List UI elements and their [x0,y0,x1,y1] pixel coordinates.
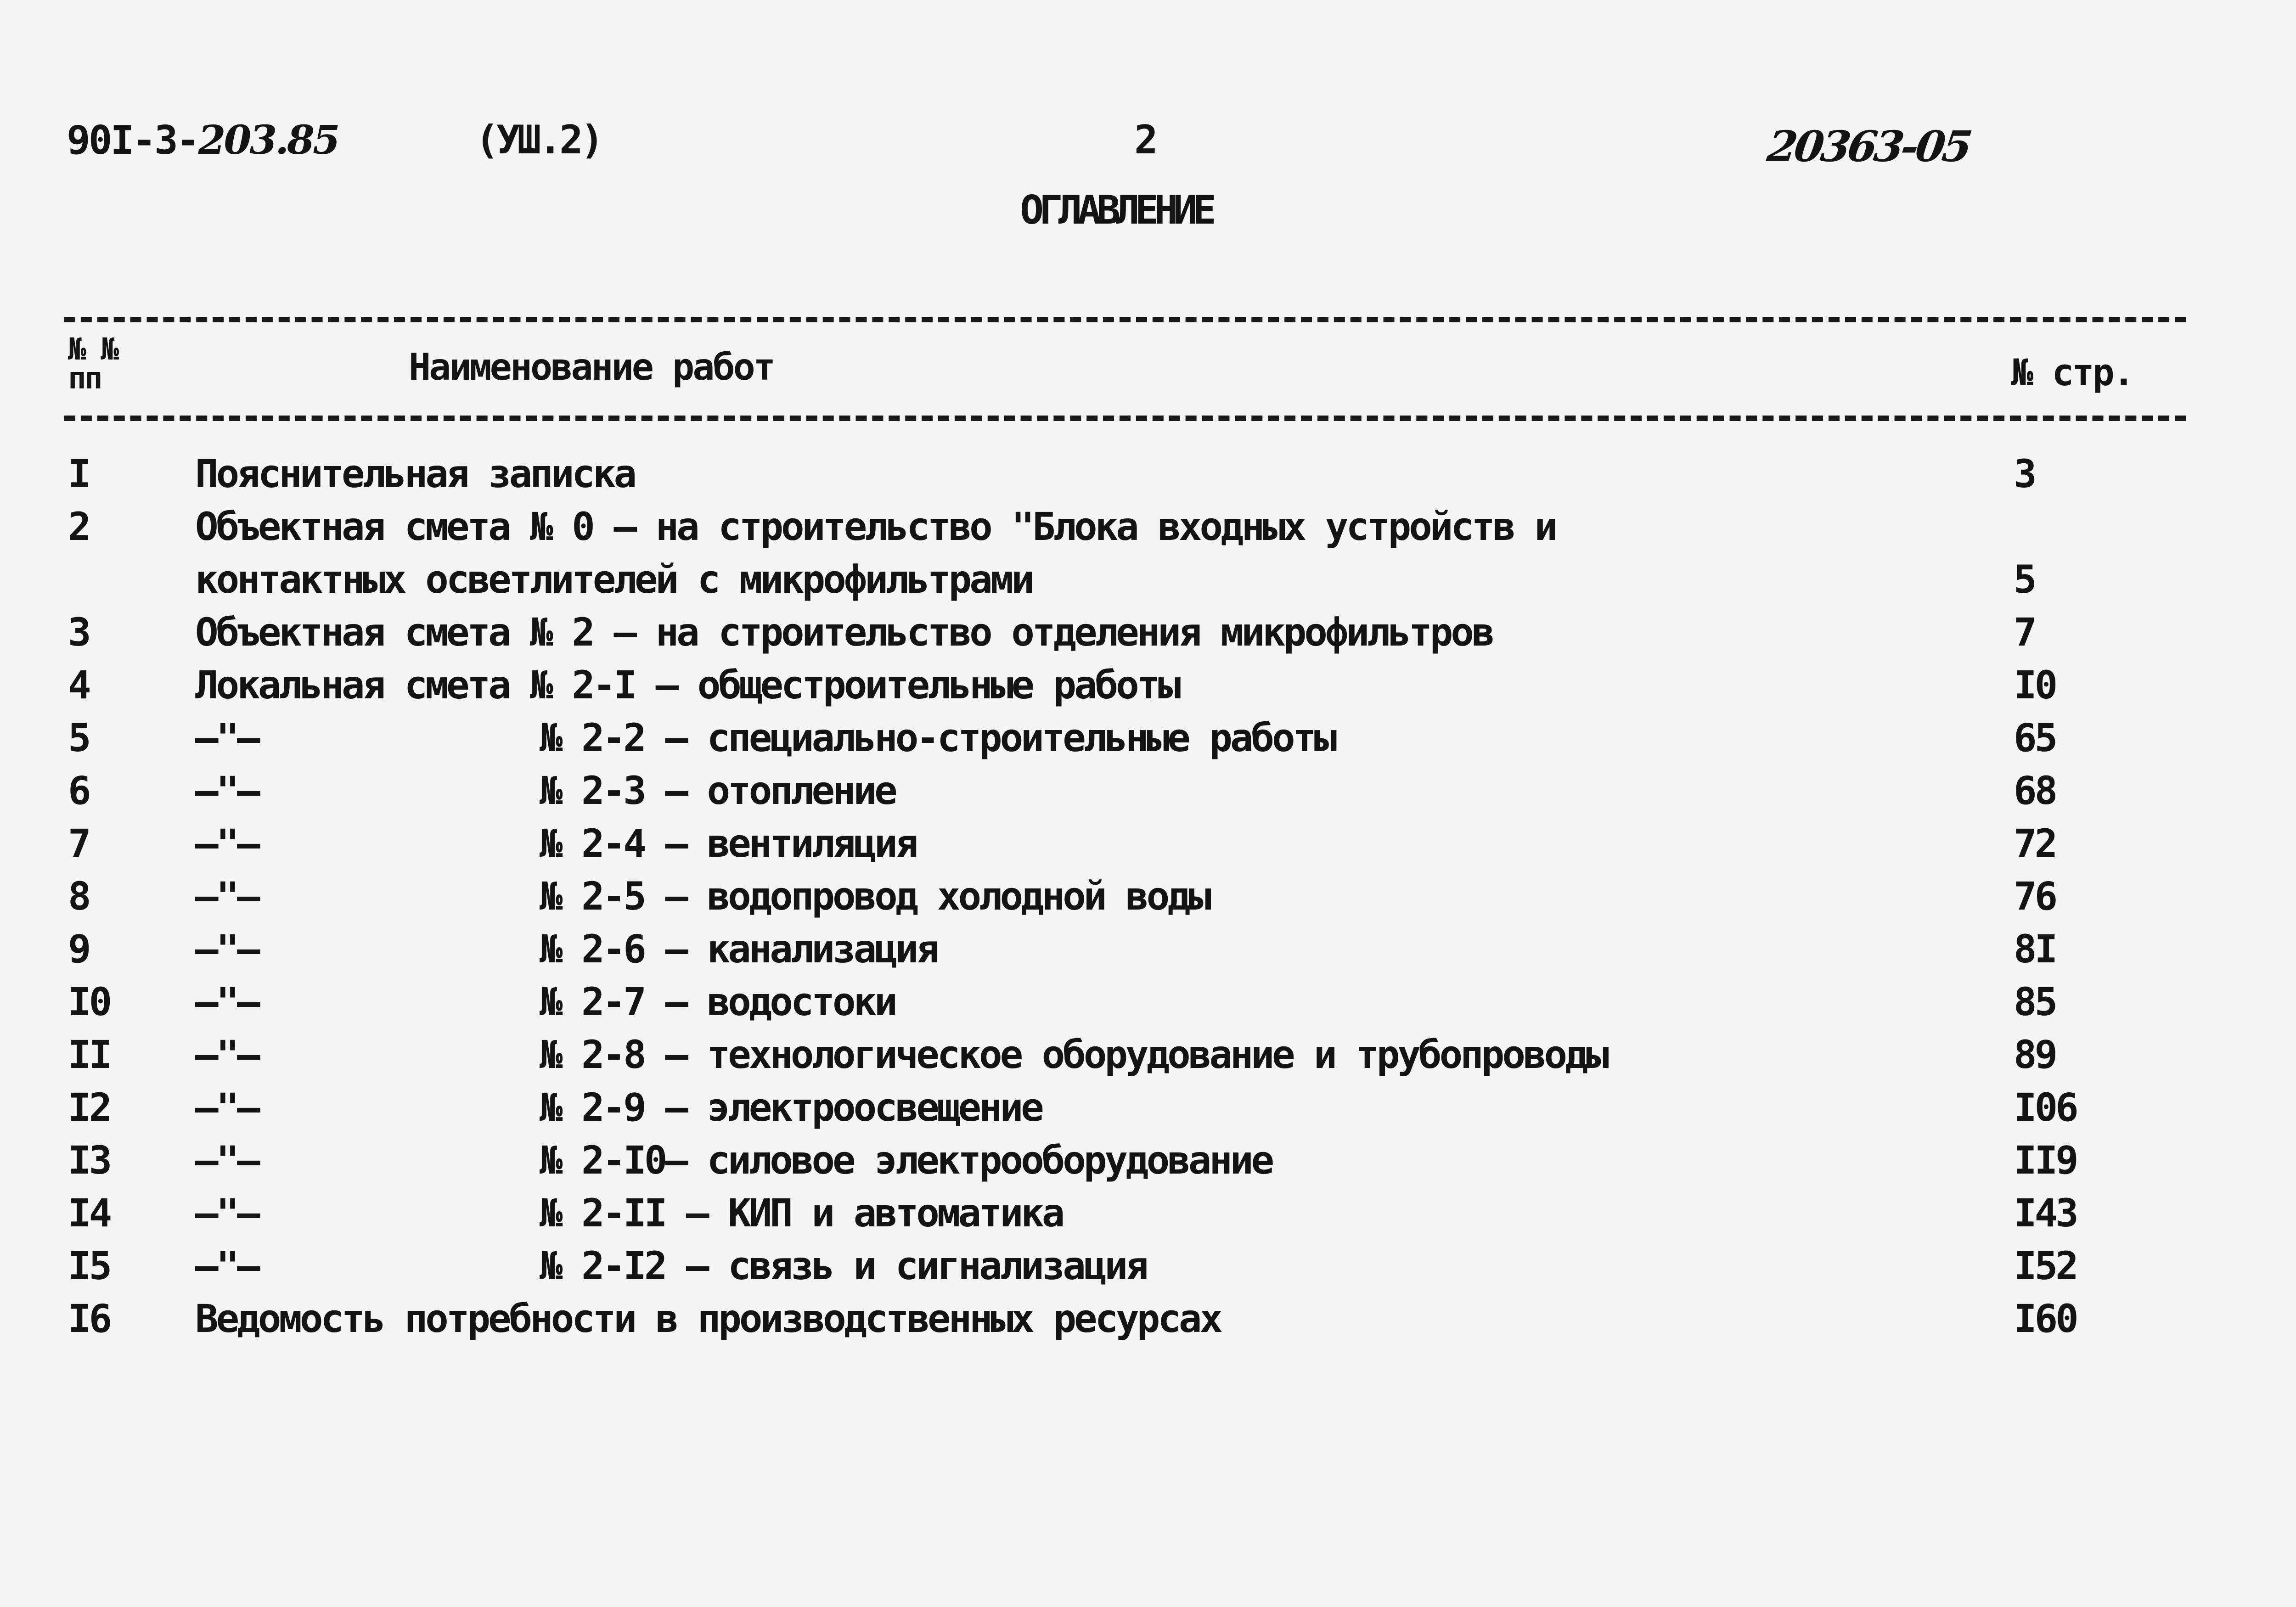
row-title: Пояснительная записка [195,451,635,496]
row-number: 3 [68,610,89,655]
row-number: II [68,1032,110,1077]
page-title: ОГЛАВЛЕНИЕ [1020,187,1212,233]
row-page: 7 [2014,610,2035,655]
row-number: I [68,451,89,496]
row-page: 76 [2014,874,2056,919]
project-code [67,117,338,163]
project-code-printed: 90I-3- [67,118,198,163]
row-page: 68 [2014,768,2056,813]
row-number: 5 [68,715,89,760]
row-number: I3 [68,1138,110,1183]
ditto-mark: –"– [195,768,258,813]
row-number: I6 [68,1296,110,1341]
row-page: I52 [2014,1243,2077,1288]
column-header-page: № стр. [2011,351,2133,394]
row-title: Ведомость потребности в производственных ресурсах [195,1296,1221,1341]
row-title: № 2-2 – специально-строительные работы [540,715,1335,760]
row-number: 2 [68,504,89,549]
ditto-mark: –"– [195,979,258,1024]
row-page: 72 [2014,821,2056,866]
document-header [0,117,2296,172]
row-page: I06 [2014,1085,2077,1130]
toc-row [0,500,2296,606]
row-title: № 2-II – КИП и автоматика [540,1191,1063,1236]
row-number: 4 [68,663,89,708]
ditto-mark: –"– [195,821,258,866]
toc-row [0,817,2296,870]
row-title: Локальная смета № 2-I – общестроительные работы [195,663,1179,708]
row-page: I43 [2014,1191,2077,1236]
row-title: Объектная смета № 0 – на строительство "Блока входных устройств и [195,504,1556,549]
ditto-mark: –"– [195,1243,258,1288]
row-page: I60 [2014,1296,2077,1341]
ditto-mark: –"– [195,927,258,972]
ditto-mark: –"– [195,715,258,760]
toc-row [0,1081,2296,1134]
toc-row [0,448,2296,500]
table-of-contents [0,448,2296,1345]
row-number: 8 [68,874,89,919]
row-number: I0 [68,979,110,1024]
toc-row [0,606,2296,659]
toc-row [0,923,2296,976]
toc-row [0,1240,2296,1292]
row-number: I2 [68,1085,110,1130]
volume-label: (УШ.2) [475,117,602,163]
ditto-mark: –"– [195,1191,258,1236]
toc-row [0,1187,2296,1240]
row-title: № 2-5 – водопровод холодной воды [540,874,1210,919]
row-number: 9 [68,927,89,972]
row-title: № 2-I0– силовое электрооборудование [540,1138,1272,1183]
row-page: 5 [2014,557,2035,602]
toc-row [0,870,2296,923]
toc-row [0,1134,2296,1187]
row-page: 8I [2014,927,2056,972]
toc-row [0,712,2296,764]
row-page: 3 [2014,451,2035,496]
row-title: № 2-8 – технологическое оборудование и трубопроводы [540,1032,1607,1077]
toc-row [0,764,2296,817]
row-page: 85 [2014,979,2056,1024]
dashed-rule-header-bottom [64,416,2186,421]
column-header-number-line2: пп [68,360,101,396]
ditto-mark: –"– [195,1085,258,1130]
column-header-name: Наименование работ [409,346,774,388]
toc-row [0,1292,2296,1345]
row-title: № 2-4 – вентиляция [540,821,917,866]
toc-row [0,1028,2296,1081]
ditto-mark: –"– [195,1032,258,1077]
row-title: № 2-I2 – связь и сигнализация [540,1243,1147,1288]
row-number: I4 [68,1191,110,1236]
row-page: 65 [2014,715,2056,760]
dashed-rule-top [64,317,2186,322]
toc-row [0,659,2296,712]
stamp-number: 20363-05 [1764,122,1973,171]
row-number: I5 [68,1243,110,1288]
row-page: I0 [2014,663,2056,708]
row-number: 7 [68,821,89,866]
row-title-continuation: контактных осветлителей с микрофильтрами [195,557,1032,602]
page-number: 2 [1134,117,1158,163]
column-header-number-line1: № № [68,332,118,367]
row-number: 6 [68,768,89,813]
ditto-mark: –"– [195,874,258,919]
row-title: № 2-6 – канализация [540,927,937,972]
column-header-number [68,332,151,396]
row-title: № 2-7 – водостоки [540,979,895,1024]
ditto-mark: –"– [195,1138,258,1183]
row-page: 89 [2014,1032,2056,1077]
row-title: Объектная смета № 2 – на строительство отделения микрофильтров [195,610,1493,655]
row-page: II9 [2014,1138,2077,1183]
row-title: № 2-9 – электроосвещение [540,1085,1042,1130]
toc-row [0,976,2296,1028]
row-title: № 2-3 – отопление [540,768,895,813]
project-code-handwritten: 203.85 [198,117,338,163]
